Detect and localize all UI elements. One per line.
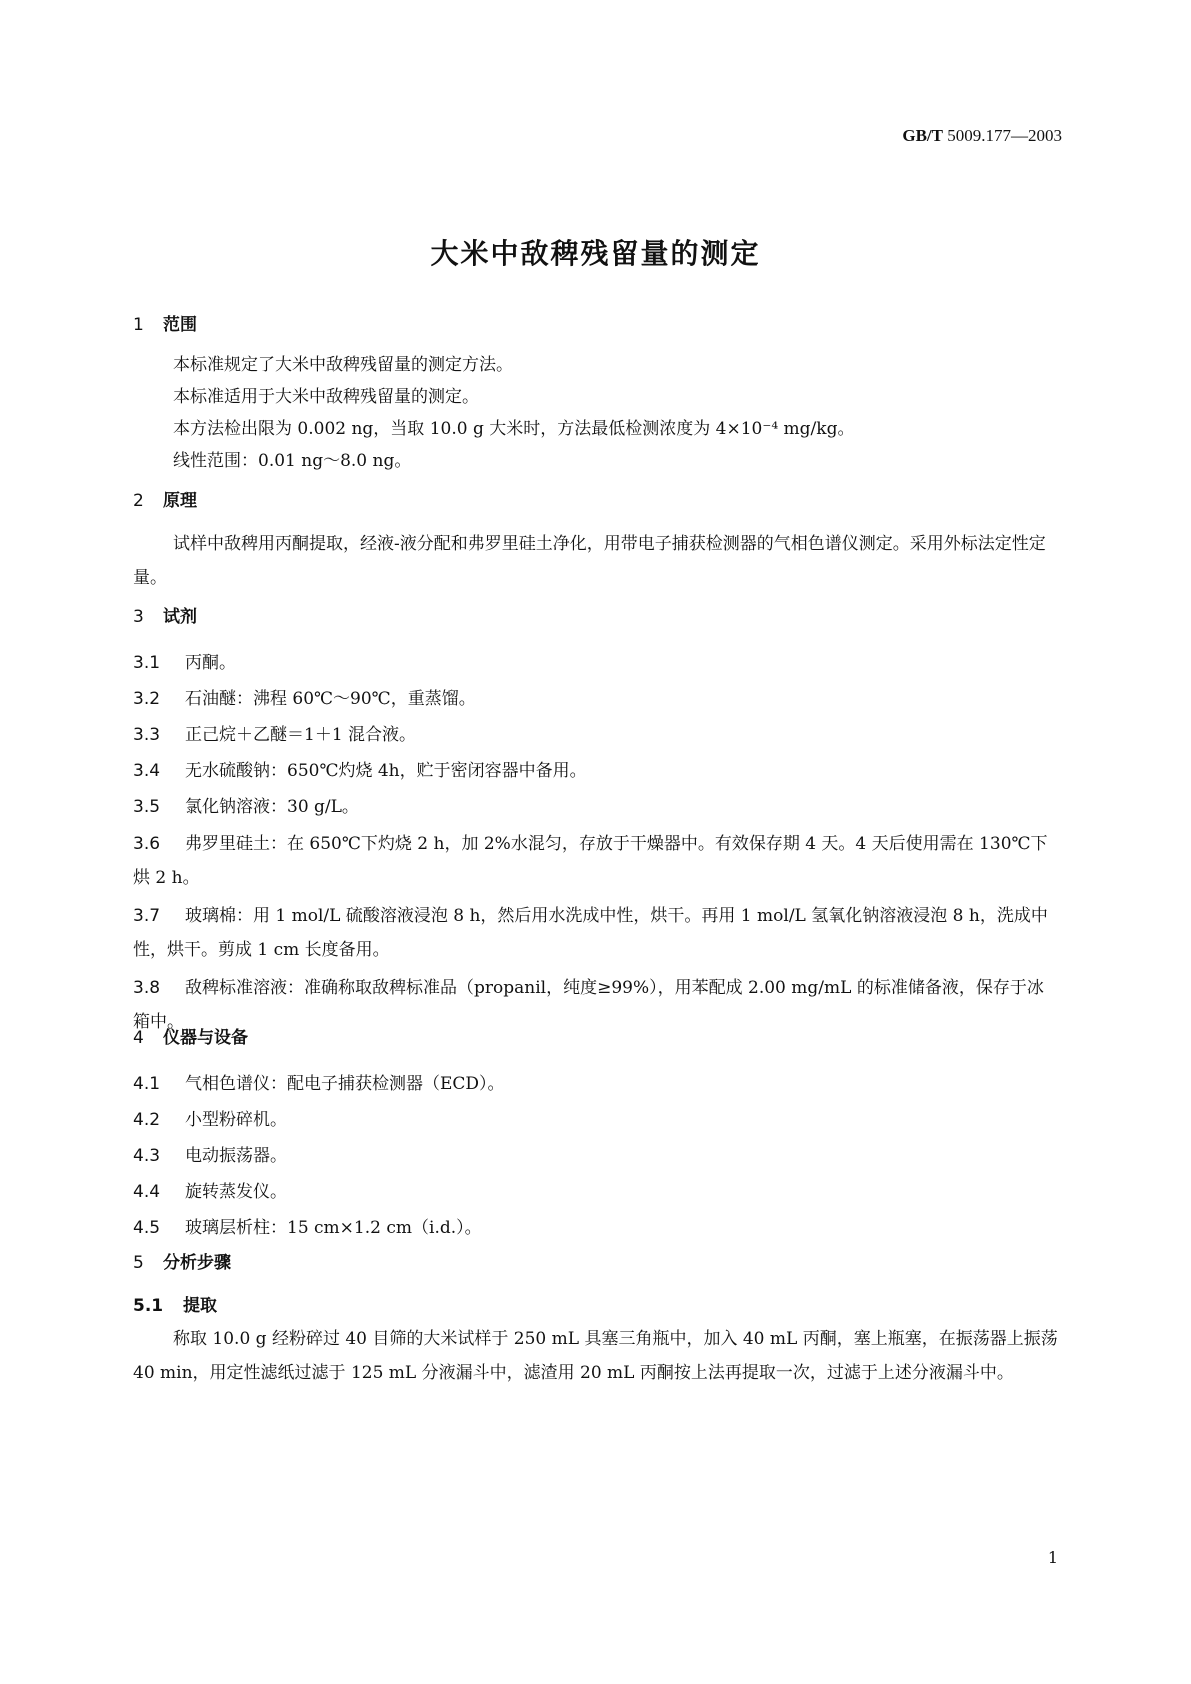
section-procedure bbox=[133, 1247, 1059, 1279]
item-number: 4.3 bbox=[133, 1146, 161, 1166]
document-title: 大米中敌稗残留量的测定 bbox=[430, 237, 761, 270]
item-text: 氯化钠溶液：30 g/L。 bbox=[185, 797, 359, 817]
item-text: 小型粉碎机。 bbox=[185, 1110, 287, 1130]
item-text: 正己烷＋乙醚＝1＋1 混合液。 bbox=[185, 725, 417, 745]
standard-prefix: GB/T bbox=[902, 126, 943, 145]
item-number: 3.3 bbox=[133, 725, 161, 745]
section-heading bbox=[133, 1247, 1059, 1279]
section-title: 仪器与设备 bbox=[163, 1028, 248, 1048]
page-number: 1 bbox=[1047, 1548, 1058, 1567]
item-number: 3.4 bbox=[133, 761, 161, 781]
list-item bbox=[133, 827, 1059, 895]
standard-code bbox=[902, 126, 1062, 146]
list-item bbox=[133, 755, 1059, 787]
subsection-extraction-body bbox=[133, 1322, 1059, 1390]
reagent-list bbox=[133, 647, 1059, 1039]
item-text: 弗罗里硅土：在 650℃下灼烧 2 h，加 2%水混匀，存放于干燥器中。有效保存期 4 天。4 天后使用需在 130℃下烘 2 h。 bbox=[133, 834, 1048, 888]
item-number: 3.7 bbox=[133, 906, 161, 926]
section-number: 5 bbox=[133, 1253, 144, 1273]
standard-number: 5009.177—2003 bbox=[947, 126, 1062, 145]
list-item bbox=[133, 1140, 1059, 1172]
item-text: 无水硫酸钠：650℃灼烧 4h，贮于密闭容器中备用。 bbox=[185, 761, 587, 781]
list-item bbox=[133, 899, 1059, 967]
section-scope-body bbox=[133, 349, 1059, 477]
item-number: 3.6 bbox=[133, 834, 161, 854]
section-number: 1 bbox=[133, 315, 144, 335]
list-item bbox=[133, 1212, 1059, 1244]
item-number: 3.8 bbox=[133, 978, 161, 998]
section-title: 原理 bbox=[163, 491, 197, 511]
section-heading bbox=[133, 1022, 1059, 1054]
item-number: 3.5 bbox=[133, 797, 161, 817]
item-number: 4.2 bbox=[133, 1110, 161, 1130]
section-title: 分析步骤 bbox=[163, 1253, 231, 1273]
item-number: 3.1 bbox=[133, 653, 161, 673]
section-apparatus bbox=[133, 1022, 1059, 1054]
list-item bbox=[133, 647, 1059, 679]
item-text: 气相色谱仪：配电子捕获检测器（ECD）。 bbox=[185, 1074, 505, 1094]
item-number: 3.2 bbox=[133, 689, 161, 709]
list-item bbox=[133, 1104, 1059, 1136]
section-number: 3 bbox=[133, 607, 144, 627]
list-item bbox=[133, 719, 1059, 751]
subsection-title: 提取 bbox=[183, 1296, 217, 1316]
item-text: 敌稗标准溶液：准确称取敌稗标准品（propanil，纯度≥99%），用苯配成 2.00 mg/mL 的标准储备液，保存于冰箱中。 bbox=[133, 978, 1044, 1032]
paragraph: 试样中敌稗用丙酮提取，经液-液分配和弗罗里硅土净化，用带电子捕获检测器的气相色谱仪测定。采用外标法定性定量。 bbox=[133, 534, 1046, 588]
subsection-number: 5.1 bbox=[133, 1296, 164, 1316]
item-text: 电动振荡器。 bbox=[185, 1146, 287, 1166]
list-item bbox=[133, 683, 1059, 715]
item-text: 石油醚：沸程 60℃～90℃，重蒸馏。 bbox=[185, 689, 476, 709]
section-title: 试剂 bbox=[163, 607, 197, 627]
section-title: 范围 bbox=[163, 315, 197, 335]
section-number: 2 bbox=[133, 491, 144, 511]
item-number: 4.1 bbox=[133, 1074, 161, 1094]
list-item bbox=[133, 1068, 1059, 1100]
item-text: 玻璃层析柱：15 cm×1.2 cm（i.d.）。 bbox=[185, 1218, 482, 1238]
subsection-extraction bbox=[133, 1290, 1059, 1322]
item-number: 4.5 bbox=[133, 1218, 161, 1238]
list-item bbox=[133, 791, 1059, 823]
section-principle-body bbox=[133, 527, 1059, 595]
section-reagents bbox=[133, 601, 1059, 633]
paragraph: 本标准适用于大米中敌稗残留量的测定。 bbox=[173, 387, 479, 407]
paragraph: 本标准规定了大米中敌稗残留量的测定方法。 bbox=[173, 355, 513, 375]
item-number: 4.4 bbox=[133, 1182, 161, 1202]
list-item bbox=[133, 1176, 1059, 1208]
section-heading bbox=[133, 601, 1059, 633]
section-principle bbox=[133, 485, 1059, 517]
subsection-heading bbox=[133, 1290, 1059, 1322]
paragraph: 本方法检出限为 0.002 ng，当取 10.0 g 大米时，方法最低检测浓度为 4×10⁻⁴ mg/kg。 bbox=[173, 419, 855, 439]
section-scope bbox=[133, 309, 1059, 341]
item-text: 旋转蒸发仪。 bbox=[185, 1182, 287, 1202]
section-number: 4 bbox=[133, 1028, 144, 1048]
item-text: 玻璃棉：用 1 mol/L 硫酸溶液浸泡 8 h，然后用水洗成中性，烘干。再用 1 mol/L 氢氧化钠溶液浸泡 8 h，洗成中性，烘干。剪成 1 cm 长度备用。 bbox=[133, 906, 1048, 960]
item-text: 丙酮。 bbox=[185, 653, 236, 673]
paragraph: 线性范围：0.01 ng～8.0 ng。 bbox=[173, 451, 412, 471]
section-heading bbox=[133, 485, 1059, 517]
section-heading bbox=[133, 309, 1059, 341]
apparatus-list bbox=[133, 1068, 1059, 1244]
paragraph: 称取 10.0 g 经粉碎过 40 目筛的大米试样于 250 mL 具塞三角瓶中，加入 40 mL 丙酮，塞上瓶塞，在振荡器上振荡 40 min，用定性滤纸过滤于 125 mL 分液漏斗中，滤渣用 20 mL 丙酮按上法再提取一次，过滤于上述分液漏斗中。 bbox=[133, 1329, 1058, 1383]
